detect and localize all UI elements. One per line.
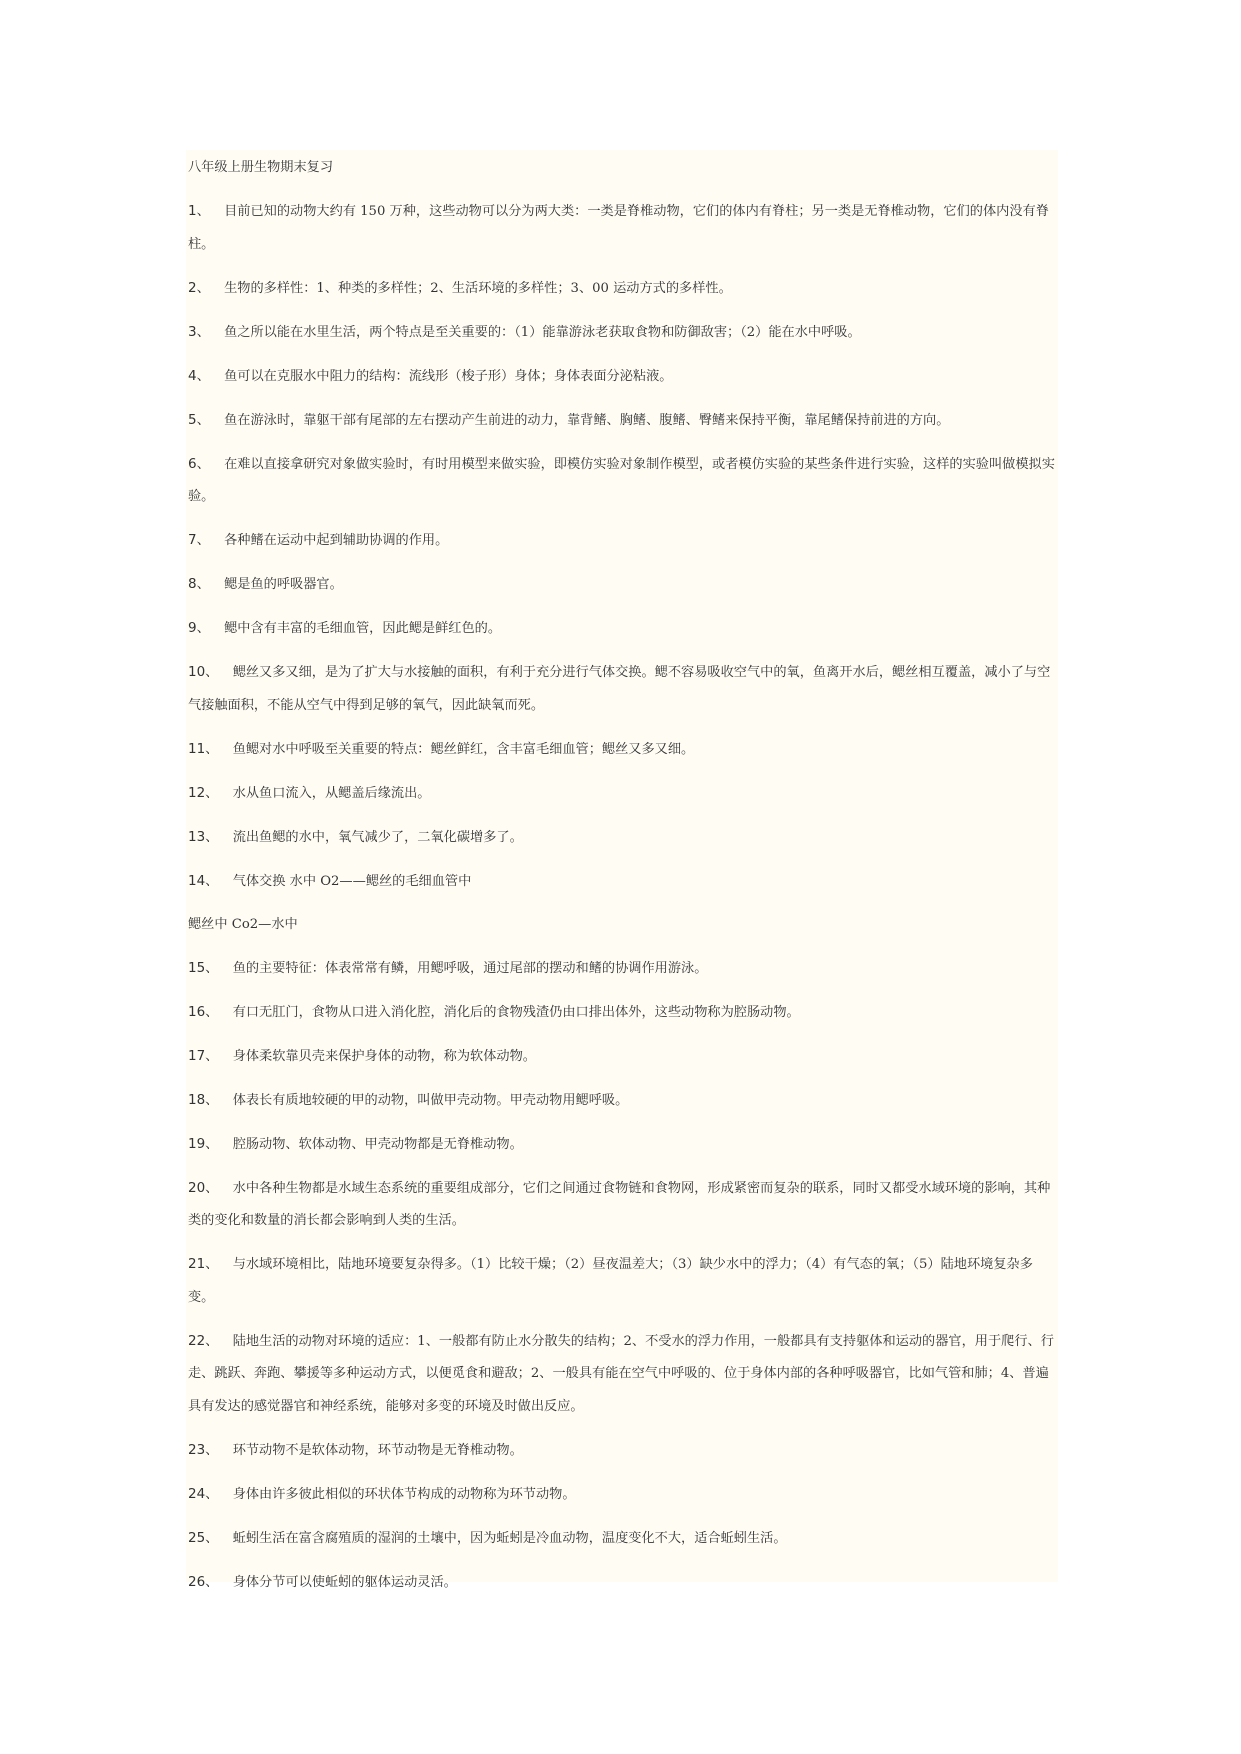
list-item <box>188 316 1056 350</box>
list-item <box>188 1172 1056 1238</box>
list-item <box>188 952 1056 986</box>
list-item <box>188 1128 1056 1162</box>
item-text: 鱼鳃对水中呼吸至关重要的特点：鳃丝鲜红，含丰富毛细血管；鳃丝又多又细。 <box>232 741 695 757</box>
item-text: 身体柔软靠贝壳来保护身体的动物，称为软体动物。 <box>232 1048 536 1064</box>
item-text: 鱼在游泳时，靠躯干部有尾部的左右摆动产生前进的动力，靠背鳍、胸鳍、腹鳍、臀鳍来保持平衡，靠尾鳍保持前进的方向。 <box>224 412 950 428</box>
item-number: 11、 <box>188 740 219 757</box>
item-text: 流出鱼鳃的水中，氧气减少了，二氧化碳增多了。 <box>232 829 523 845</box>
item-text: 鳃丝中 Co2—水中 <box>188 916 298 932</box>
item-text: 水中各种生物都是水域生态系统的重要组成部分，它们之间通过食物链和食物网，形成紧密而复杂的联系，同时又都受水域环境的影响，其种类的变化和数量的消长都会影响到人类的生活。 <box>188 1180 1051 1228</box>
item-number: 6、 <box>188 455 211 472</box>
item-number: 12、 <box>188 784 219 801</box>
item-text: 腔肠动物、软体动物、甲壳动物都是无脊椎动物。 <box>232 1136 523 1152</box>
list-item <box>188 524 1056 558</box>
item-number: 7、 <box>188 532 211 548</box>
item-text: 与水域环境相比，陆地环境要复杂得多。（1）比较干燥；（2）昼夜温差大；（3）缺少水中的浮力；（4）有气态的氧；（5）陆地环境复杂多变。 <box>188 1257 1033 1305</box>
item-text: 身体由许多彼此相似的环状体节构成的动物称为环节动物。 <box>232 1486 576 1502</box>
item-text: 生物的多样性：1、种类的多样性；2、生活环境的多样性；3、00 运动方式的多样性。 <box>224 280 732 296</box>
item-number: 3、 <box>188 323 211 340</box>
item-text: 目前已知的动物大约有 150 万种，这些动物可以分为两大类：一类是脊椎动物，它们的体内有脊柱；另一类是无脊椎动物，它们的体内没有脊柱。 <box>188 204 1049 252</box>
item-number: 15、 <box>188 959 219 976</box>
list-item <box>188 1040 1056 1074</box>
list-item <box>188 404 1056 438</box>
item-number: 16、 <box>188 1003 219 1020</box>
item-text: 气体交换 水中 O2——鳃丝的毛细血管中 <box>232 873 472 889</box>
item-number: 26、 <box>188 1573 219 1590</box>
item-number: 21、 <box>188 1256 219 1272</box>
item-number: 10、 <box>188 664 219 680</box>
list-item <box>188 1325 1056 1424</box>
item-text: 环节动物不是软体动物，环节动物是无脊椎动物。 <box>232 1442 523 1458</box>
list-item <box>188 656 1056 722</box>
list-item <box>188 821 1056 855</box>
item-number: 18、 <box>188 1091 219 1108</box>
list-item <box>188 1434 1056 1468</box>
item-text: 鳃丝又多又细，是为了扩大与水接触的面积，有利于充分进行气体交换。鳃不容易吸收空气中的氧，鱼离开水后，鳃丝相互覆盖，减小了与空气接触面积，不能从空气中得到足够的氧气，因此缺氧而死。 <box>188 665 1051 713</box>
item-text: 陆地生活的动物对环境的适应：1、一般都有防止水分散失的结构；2、不受水的浮力作用，一般都具有支持躯体和运动的器官，用于爬行、行走、跳跃、奔跑、攀援等多种运动方式，以便觅食和避敌；2、一般具有能在空气中呼吸的、位于身体内部的各种呼吸器官，比如气管和肺；4、普遍具有发达的感觉器官和神经系统，能够对多变的环境及时做出反应。 <box>188 1333 1054 1414</box>
item-text: 在难以直接拿研究对象做实验时，有时用模型来做实验，即模仿实验对象制作模型，或者模仿实验的某些条件进行实验，这样的实验叫做模拟实验。 <box>188 456 1055 504</box>
item-number: 13、 <box>188 828 219 845</box>
item-text: 水从鱼口流入，从鳃盖后缘流出。 <box>232 785 431 801</box>
item-text: 蚯蚓生活在富含腐殖质的湿润的土壤中，因为蚯蚓是冷血动物，温度变化不大，适合蚯蚓生活。 <box>232 1530 787 1546</box>
list-item <box>188 612 1056 646</box>
list-item <box>188 1566 1056 1600</box>
list-item <box>188 777 1056 811</box>
list-item <box>188 1522 1056 1556</box>
item-number: 2、 <box>188 279 211 296</box>
list-item <box>188 195 1056 261</box>
item-number: 23、 <box>188 1441 219 1458</box>
list-item <box>188 1084 1056 1118</box>
list-item <box>188 360 1056 394</box>
list-item <box>188 1478 1056 1512</box>
item-number: 22、 <box>188 1332 219 1349</box>
item-text: 鱼的主要特征：体表常常有鳞，用鳃呼吸，通过尾部的摆动和鳍的协调作用游泳。 <box>232 960 708 976</box>
document-title: 八年级上册生物期末复习 <box>188 160 334 175</box>
item-text: 有口无肛门，食物从口进入消化腔，消化后的食物残渣仍由口排出体外，这些动物称为腔肠动物。 <box>232 1004 800 1020</box>
item-number: 17、 <box>188 1047 219 1064</box>
item-number: 9、 <box>188 620 211 636</box>
list-item <box>188 996 1056 1030</box>
item-number: 4、 <box>188 367 211 384</box>
item-number: 1、 <box>188 203 211 219</box>
list-item <box>188 448 1056 514</box>
item-number: 20、 <box>188 1179 219 1196</box>
item-number: 5、 <box>188 411 211 428</box>
item-text: 体表长有质地较硬的甲的动物，叫做甲壳动物。甲壳动物用鳃呼吸。 <box>232 1092 629 1108</box>
item-number: 19、 <box>188 1135 219 1152</box>
list-item <box>188 1248 1056 1314</box>
item-text: 鳃是鱼的呼吸器官。 <box>224 577 343 592</box>
item-number: 8、 <box>188 576 211 592</box>
item-text: 鱼可以在克服水中阻力的结构：流线形（梭子形）身体；身体表面分泌粘液。 <box>224 368 673 384</box>
item-text: 鳃中含有丰富的毛细血管，因此鳃是鲜红色的。 <box>224 621 502 636</box>
item-number: 25、 <box>188 1529 219 1546</box>
item-text: 鱼之所以能在水里生活，两个特点是至关重要的：（1）能靠游泳老获取食物和防御敌害；（2）能在水中呼吸。 <box>224 324 861 340</box>
list-item <box>188 865 1056 899</box>
item-number: 24、 <box>188 1485 219 1502</box>
document-body <box>188 152 1056 1610</box>
list-item <box>188 568 1056 602</box>
item-text: 各种鳍在运动中起到辅助协调的作用。 <box>224 533 449 548</box>
item-number: 14、 <box>188 872 219 889</box>
list-item <box>188 272 1056 306</box>
item-text: 身体分节可以使蚯蚓的躯体运动灵活。 <box>232 1574 457 1590</box>
list-item <box>188 733 1056 767</box>
list-item <box>188 909 1056 942</box>
